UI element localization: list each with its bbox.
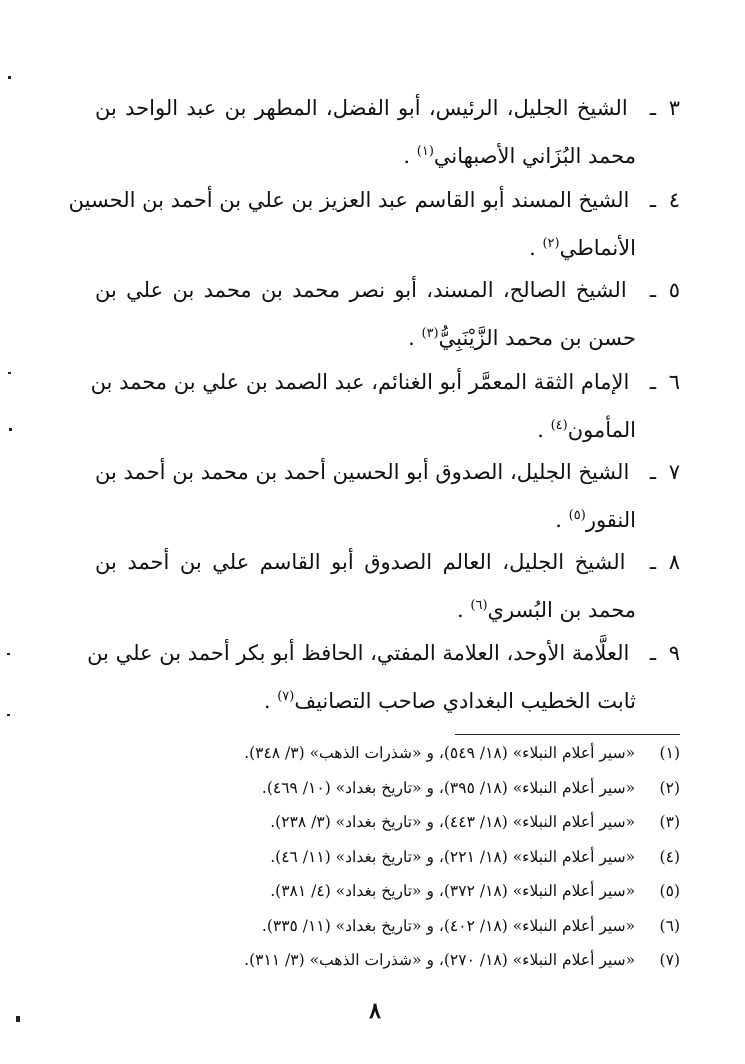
entry-end: . bbox=[408, 326, 415, 350]
entry-number: ٣ bbox=[668, 96, 680, 120]
entry-dash: ـ bbox=[649, 370, 656, 394]
entry-5 bbox=[95, 269, 680, 360]
footnote-number: (٤) bbox=[659, 847, 680, 866]
footnote-text: «سير أعلام النبلاء» (١٨/ ٤٠٢)، و «تاريخ بغداد» (١١/ ٣٣٥). bbox=[261, 916, 636, 935]
entry-line-1 bbox=[95, 451, 680, 494]
footnote-text: «سير أعلام النبلاء» (١٨/ ٣٧٢)، و «تاريخ بغداد» (٤/ ٣٨١). bbox=[270, 882, 636, 900]
footnote-ref[interactable]: (٥) bbox=[568, 508, 586, 523]
entry-text: محمد بن البُسري bbox=[487, 598, 636, 622]
entry-text: ثابت الخطيب البغدادي صاحب التصانيف bbox=[294, 689, 636, 713]
footnote-ref[interactable]: (١) bbox=[416, 144, 434, 159]
entry-line-1 bbox=[95, 87, 680, 130]
entry-text: الأنماطي bbox=[559, 236, 636, 260]
footnotes bbox=[150, 736, 680, 978]
entry-text: الشيخ الجليل، الصدوق أبو الحسين أحمد بن محمد بن أحمد بن bbox=[95, 460, 630, 484]
entry-9 bbox=[87, 632, 680, 723]
footnote-ref[interactable]: (٤) bbox=[550, 418, 568, 433]
entry-line-2 bbox=[95, 675, 680, 723]
footnote-separator bbox=[455, 734, 680, 735]
entry-end: . bbox=[263, 689, 271, 713]
footnote bbox=[150, 840, 680, 875]
entry-number: ٦ bbox=[668, 370, 680, 394]
footnote-number: (٧) bbox=[659, 951, 680, 969]
entry-number: ٩ bbox=[668, 641, 680, 665]
scan-speck bbox=[9, 428, 12, 431]
entry-text: الشيخ الصالح، المسند، أبو نصر محمد بن محمد بن علي بن bbox=[95, 278, 627, 302]
entry-dash: ـ bbox=[649, 550, 656, 574]
footnote-ref[interactable]: (٣) bbox=[421, 326, 439, 341]
footnote-number: (٢) bbox=[659, 778, 680, 797]
footnote bbox=[150, 909, 680, 944]
footnote-text: «سير أعلام النبلاء» (١٨/ ٢٢١)، و «تاريخ بغداد» (١١/ ٤٦). bbox=[270, 847, 636, 866]
footnote bbox=[150, 771, 680, 806]
entry-end: . bbox=[457, 598, 464, 622]
entry-6 bbox=[90, 361, 680, 452]
entry-line-2 bbox=[95, 584, 680, 632]
entry-dash: ـ bbox=[649, 96, 656, 120]
footnote bbox=[150, 805, 680, 840]
entry-end: . bbox=[529, 236, 536, 260]
footnote-text: «سير أعلام النبلاء» (١٨/ ٥٤٩)، و «شذرات الذهب» (٣/ ٣٤٨). bbox=[244, 744, 636, 762]
entry-text: النقور bbox=[585, 508, 636, 532]
footnote-text: «سير أعلام النبلاء» (١٨/ ٣٩٥)، و «تاريخ بغداد» (١٠/ ٤٦٩). bbox=[261, 778, 636, 797]
scan-speck bbox=[8, 372, 11, 374]
entry-text: الشيخ الجليل، الرئيس، أبو الفضل، المطهر بن عبد الواحد بن bbox=[95, 96, 628, 120]
entry-line-2 bbox=[95, 494, 680, 542]
entry-number: ٤ bbox=[668, 188, 680, 212]
page-number: ٨ bbox=[369, 998, 381, 1024]
entry-dash: ـ bbox=[649, 460, 656, 484]
entry-3 bbox=[95, 87, 680, 178]
entry-dash: ـ bbox=[649, 278, 656, 302]
footnote-text: «سير أعلام النبلاء» (١٨/ ٤٤٣)، و «تاريخ بغداد» (٣/ ٢٣٨). bbox=[270, 813, 636, 831]
entry-line-2 bbox=[95, 222, 680, 270]
entry-line-1 bbox=[68, 179, 680, 222]
footnote-ref[interactable]: (٢) bbox=[542, 236, 560, 251]
footnote-text: «سير أعلام النبلاء» (١٨/ ٢٧٠)، و «شذرات الذهب» (٣/ ٣١١). bbox=[244, 951, 636, 969]
entry-number: ٧ bbox=[668, 460, 680, 484]
entry-number: ٥ bbox=[668, 278, 680, 302]
footnote-number: (٥) bbox=[659, 882, 680, 900]
footnote-ref[interactable]: (٦) bbox=[470, 598, 488, 613]
entry-text: الإمام الثقة المعمَّر أبو الغنائم، عبد الصمد بن علي بن محمد بن bbox=[90, 370, 630, 394]
entry-dash: ـ bbox=[649, 641, 656, 665]
entry-line-2 bbox=[95, 312, 680, 360]
entry-line-1 bbox=[90, 361, 680, 404]
entry-text: العلَّامة الأوحد، العلامة المفتي، الحافظ أبو بكر أحمد بن علي بن bbox=[87, 641, 630, 665]
footnote bbox=[150, 943, 680, 978]
entry-text: الشيخ المسند أبو القاسم عبد العزيز بن علي بن أحمد بن الحسين bbox=[68, 188, 630, 212]
entry-line-1 bbox=[95, 269, 680, 312]
footnote bbox=[150, 736, 680, 771]
scan-speck bbox=[16, 1016, 20, 1022]
entry-text: حسن بن محمد الزَّيْنَبِيُّ bbox=[438, 326, 636, 350]
scan-speck bbox=[7, 653, 10, 655]
footnote-number: (١) bbox=[659, 744, 680, 762]
scan-speck bbox=[7, 714, 10, 716]
footnote bbox=[150, 874, 680, 909]
footnote-number: (٣) bbox=[659, 813, 680, 831]
scan-speck bbox=[8, 76, 11, 79]
entry-text: محمد البُزَاني الأصبهاني bbox=[433, 144, 636, 168]
entry-number: ٨ bbox=[668, 550, 680, 574]
footnote-ref[interactable]: (٧) bbox=[277, 689, 295, 704]
entry-4 bbox=[68, 179, 680, 270]
entry-line-1 bbox=[95, 541, 680, 584]
entry-line-2 bbox=[95, 130, 680, 178]
footnote-number: (٦) bbox=[659, 916, 680, 935]
entry-end: . bbox=[555, 508, 562, 532]
entry-7 bbox=[95, 451, 680, 542]
entry-8 bbox=[95, 541, 680, 632]
entry-line-1 bbox=[87, 632, 680, 675]
entry-line-2 bbox=[95, 404, 680, 452]
entry-dash: ـ bbox=[649, 188, 656, 212]
entry-end: . bbox=[403, 144, 411, 168]
entry-text: المأمون bbox=[567, 418, 636, 442]
entry-text: الشيخ الجليل، العالم الصدوق أبو القاسم علي بن أحمد بن bbox=[95, 550, 626, 574]
entry-end: . bbox=[537, 418, 544, 442]
